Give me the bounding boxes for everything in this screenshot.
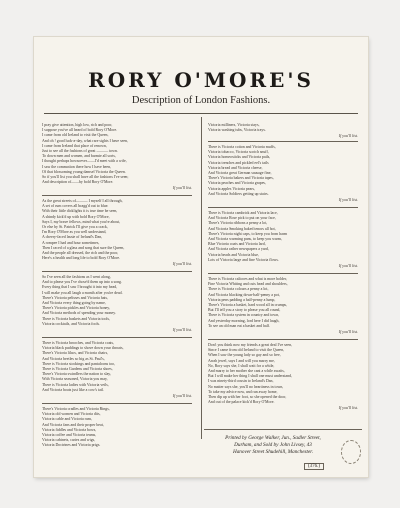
verse-line: Victoria cabinets, caries and wigs, (42, 438, 96, 443)
verse-line: Since I came from old Ireland to visit the Queen, (208, 348, 285, 353)
broadside-sheet (34, 37, 368, 477)
refrain: If you'll list. (338, 329, 358, 335)
verse-line: Fine Victoria Whiting and cuts head and shoulders, (208, 282, 288, 287)
verse-line: Victoria peaches and Victoria grapes, (208, 181, 266, 186)
refrain: If you'll list. (338, 133, 358, 139)
verse-right-3 (208, 211, 358, 269)
verse-line: And Victoria fans and their proper beat, (42, 422, 104, 427)
verse-line: And Victoria methods of spending your money. (42, 311, 116, 316)
verse-line: To down men and women, and barmie all sorts, (42, 154, 116, 159)
catalog-number: (376.) (304, 463, 324, 470)
broadside-title: RORY O'MORE'S (88, 68, 314, 92)
verse-line: There's Victoria swindlers the nation to slay, (42, 372, 111, 377)
refrain: If you'll list. (172, 261, 192, 267)
verse-line: There is Victoria ladies with Victoria veils, (42, 382, 109, 387)
verse-line: I was ninety-third cousin to Ireland's Dan, (208, 379, 274, 384)
verse-line: Or else by St. Patrick I'll give you a crack, (42, 225, 108, 230)
verse-right-2 (208, 145, 358, 203)
verse-left-4 (42, 341, 192, 399)
verse-line: No matter says she, you'll no heartiness in town, (208, 384, 284, 389)
verse-right-5 (208, 343, 358, 411)
verse-line: And Victoria Soldiers getting up stairs. (208, 191, 269, 196)
verse-line: Victoria cocktails, and Victoria fools. (42, 321, 101, 326)
verse-line: Victoria bread and Victoria cheese, (208, 165, 263, 170)
verse-line: A shindy kick'd up with bold Rory O'More, (42, 214, 110, 219)
verse-line: Just to see all the fashions of great ——— town. (42, 149, 118, 154)
verse-line: There is Victoria system in country and town, (208, 313, 280, 318)
verse-line: And Victoria blacking down-half-penny a pot, (208, 292, 280, 297)
verse-separator (42, 271, 192, 272)
library-stamp (341, 440, 361, 464)
verse-line: Victoria homeosticks and Victoria pails, (208, 155, 271, 160)
verse-line: And to please you I've chose'd them up into a song. (42, 280, 122, 285)
verse-separator (208, 273, 358, 274)
verse-line: Victoria black puddings to shove down your throats, (42, 346, 124, 351)
verse-line: Victoria cable and Victoria rum, (42, 417, 92, 422)
verse-line: When I saw the young lady so gay and so free, (208, 353, 281, 358)
verse-line: Victoria milliners, Victoria stays, (208, 123, 260, 127)
verse-line: There's Victoria ribbons a penny a lot, (208, 221, 268, 226)
verse-line: Then dip up with her foot, so she opened the door, (208, 395, 287, 400)
verse-line: And Victoria boats just like a cow's tail. (42, 387, 104, 392)
verse-line: Lots of Victoria large and fine Victoria flows. (208, 257, 279, 262)
verse-line: To see an old man eat a basket and half. (208, 323, 270, 328)
verse-line: And description of——by bold Rory O'More. (42, 180, 114, 185)
verse-line: I saw the commotion there how I have been, (42, 164, 112, 169)
verse-line: Victoria washing tubs, Victoria trays. (208, 128, 266, 133)
refrain: If you'll list. (172, 185, 192, 191)
verse-line: A rompee I had and hour sometimes, (42, 240, 100, 245)
verse-line: And Victoria warming pans, to keep you warm, (208, 237, 282, 242)
verse-line: Victoria coffee and Victoria teams, (42, 433, 97, 438)
verse-line: A cheery-faced lassie of Ireland's Dan, (42, 235, 103, 240)
imprint-line: Durham, and Sold by John Livsey, 43 (234, 442, 312, 448)
verse-line: And the people all dressed, the rich and the poor, (42, 251, 119, 256)
verse-line: But I'll tell you a story to please you all round, (208, 308, 281, 313)
verse-line: And Victoria great German sausage fine, (208, 171, 272, 176)
verse-line: So I've seen all the fashions as I went along, (42, 275, 111, 279)
verse-line: Of that blossoming young damsel Victoria the Queen. (42, 169, 126, 174)
verse-line: But I will make her thing I shall one must understand, (208, 374, 292, 379)
printer-imprint (208, 435, 338, 456)
verse-line: I suppose you've all heard of bold Rory O'More. (42, 128, 118, 133)
verse-line: No, Rory says she, I shall wait for a while, (208, 363, 275, 368)
imprint-line: Printed by George Walker, Jun., Sadler Street, (225, 435, 321, 441)
verse-separator (42, 403, 192, 404)
verse-line: Victoria pens padding a half-penny a lump, (208, 297, 276, 302)
verse-left-3 (42, 275, 192, 333)
verse-separator (208, 141, 358, 142)
verse-line: I'm Rory O'More as you well understand, (42, 230, 107, 235)
refrain: If you'll list. (338, 263, 358, 269)
broadside-subtitle: Description of London Fashions. (131, 95, 271, 106)
verse-line: And Victoria every thing going by name, (42, 301, 106, 306)
verse-line: Blue Victoria coats and Victoria lard, (208, 242, 266, 247)
verse-line: There's Victoria pickles and Victoria honey, (42, 306, 110, 311)
verse-line: There's Victoria lilacs, and Victoria chairs, (42, 351, 109, 356)
verse-separator (42, 337, 192, 338)
verse-line: Victoria apples Victoria pears, (208, 186, 255, 191)
verse-line: And Victoria Smoking baked tenors all hot, (208, 226, 276, 231)
refrain: If you'll list. (338, 405, 358, 411)
verse-line: Then I raced of a glass and song that sure the Queen, (42, 245, 125, 250)
verse-line: I will make you all laugh a month after you're dead. (42, 290, 123, 295)
verse-line: And Victoria Rose pick to put on your face, (208, 216, 276, 221)
verse-line: Arrah jewel, says I and will you marry me, (208, 358, 275, 363)
verse-left-2 (42, 199, 192, 267)
verse-line: There's Victoria pelisses and Victoria hats, (42, 295, 108, 300)
verse-line: I came from Ireland that place of renown, (42, 143, 107, 148)
verse-separator (208, 339, 358, 340)
verse-line: Victoria fiddles and Victoria bows, (42, 427, 97, 432)
verse-line: Victoria old women and Victoria dits, (42, 412, 101, 417)
verse-line: Here's a health and long life to bold Rory O'More. (42, 256, 121, 261)
verse-line: With their little dicklights it is true time be seen, (42, 209, 118, 214)
verse-line: I thought perhaps howsoever——I'd meet with a wife, (42, 159, 127, 164)
refrain: If you'll list. (172, 393, 192, 399)
verse-left-5 (42, 407, 192, 449)
verse-line: To take my advice now, and run away home, (208, 389, 278, 394)
verse-line: There is Victoria brooches, and Victoria coats, (42, 341, 114, 345)
verse-line: There is Victoria baskets and Victoria tools, (42, 316, 110, 321)
imprint-line: Hanover Street Shudehill, Manchester. (232, 449, 314, 455)
verse-separator (42, 195, 192, 196)
verse-line: With Victoria seasoned, Victoria you may, (42, 377, 108, 382)
verse-line: So if you'll list you shall have all the fashions I've seen; (42, 175, 129, 180)
verse-line: A set of rum covers all bragg'd out to blue. (42, 204, 109, 209)
verse-separator (208, 207, 358, 208)
verse-line: And oh ! good luck-a-day, what rare sights I have seen, (42, 138, 128, 143)
verse-line: As the great streets of——— I myself I all through, (42, 199, 123, 203)
verse-line: I came from old Ireland to visit the Queen, (42, 133, 109, 138)
verse-right-4 (208, 277, 358, 335)
column-divider (201, 117, 202, 439)
verse-line: There's Victoria cradles and Victoria Rings, (42, 407, 110, 411)
verse-line: And yesterday morning, lord here I did laugh, (208, 318, 280, 323)
verse-line: And Victoria rather newspapers a yard, (208, 247, 269, 252)
verse-left-1 (42, 123, 192, 191)
verse-line: There is Victoria cambrick and Victoria lace, (208, 211, 278, 215)
refrain: If you'll list. (172, 327, 192, 333)
verse-line: There's Victoria night caps, to keep you from harm (208, 231, 288, 236)
verse-line: And marry to her mother she cant a while awaits, (208, 369, 285, 374)
verse-line: There's Victoria a basket, hard wood all in crumps, (208, 303, 288, 308)
verse-line: There's Victoria bakers and Victoria tapes, (208, 176, 274, 181)
verse-line: And Victoria beetles so big as St. Paul's, (42, 356, 105, 361)
verse-line: There is Victoria calicoes and what is more bolder, (208, 277, 287, 281)
header-rule (44, 113, 358, 114)
refrain: If you'll list. (338, 197, 358, 203)
verse-line: Victoria trenches and pickled eel's tails (208, 160, 269, 165)
verse-line: Victoria Doctrines and Victoria prigs. (42, 443, 101, 448)
verse-line: Don't you think now my friends a great deal I've seen, (208, 343, 293, 347)
verse-right-1 (208, 123, 358, 139)
verse-line: Victoria beads and Victoria blue, (208, 252, 259, 257)
verse-line: And out of the palace kick'd Rory O'More. (208, 400, 275, 405)
verse-line: There is Victoria Gardens and Victoria shoes, (42, 367, 113, 372)
verse-line: There is Victoria colours a penny a lot, (208, 287, 269, 292)
verse-line: Every thing that I saw I brought it into my head, (42, 285, 118, 290)
verse-line: There is Victoria cotton and Victoria muffs, (208, 145, 276, 149)
verse-line: Victoria tobacco, Victoria scotch snuff, (208, 150, 269, 155)
verse-line: I pray give attention, high low, rich and poor, (42, 123, 113, 127)
verse-line: Says I, my brave fellows, mind what you're about, (42, 219, 121, 224)
verse-line: There is Victoria stockings and pantaloons too, (42, 361, 116, 366)
